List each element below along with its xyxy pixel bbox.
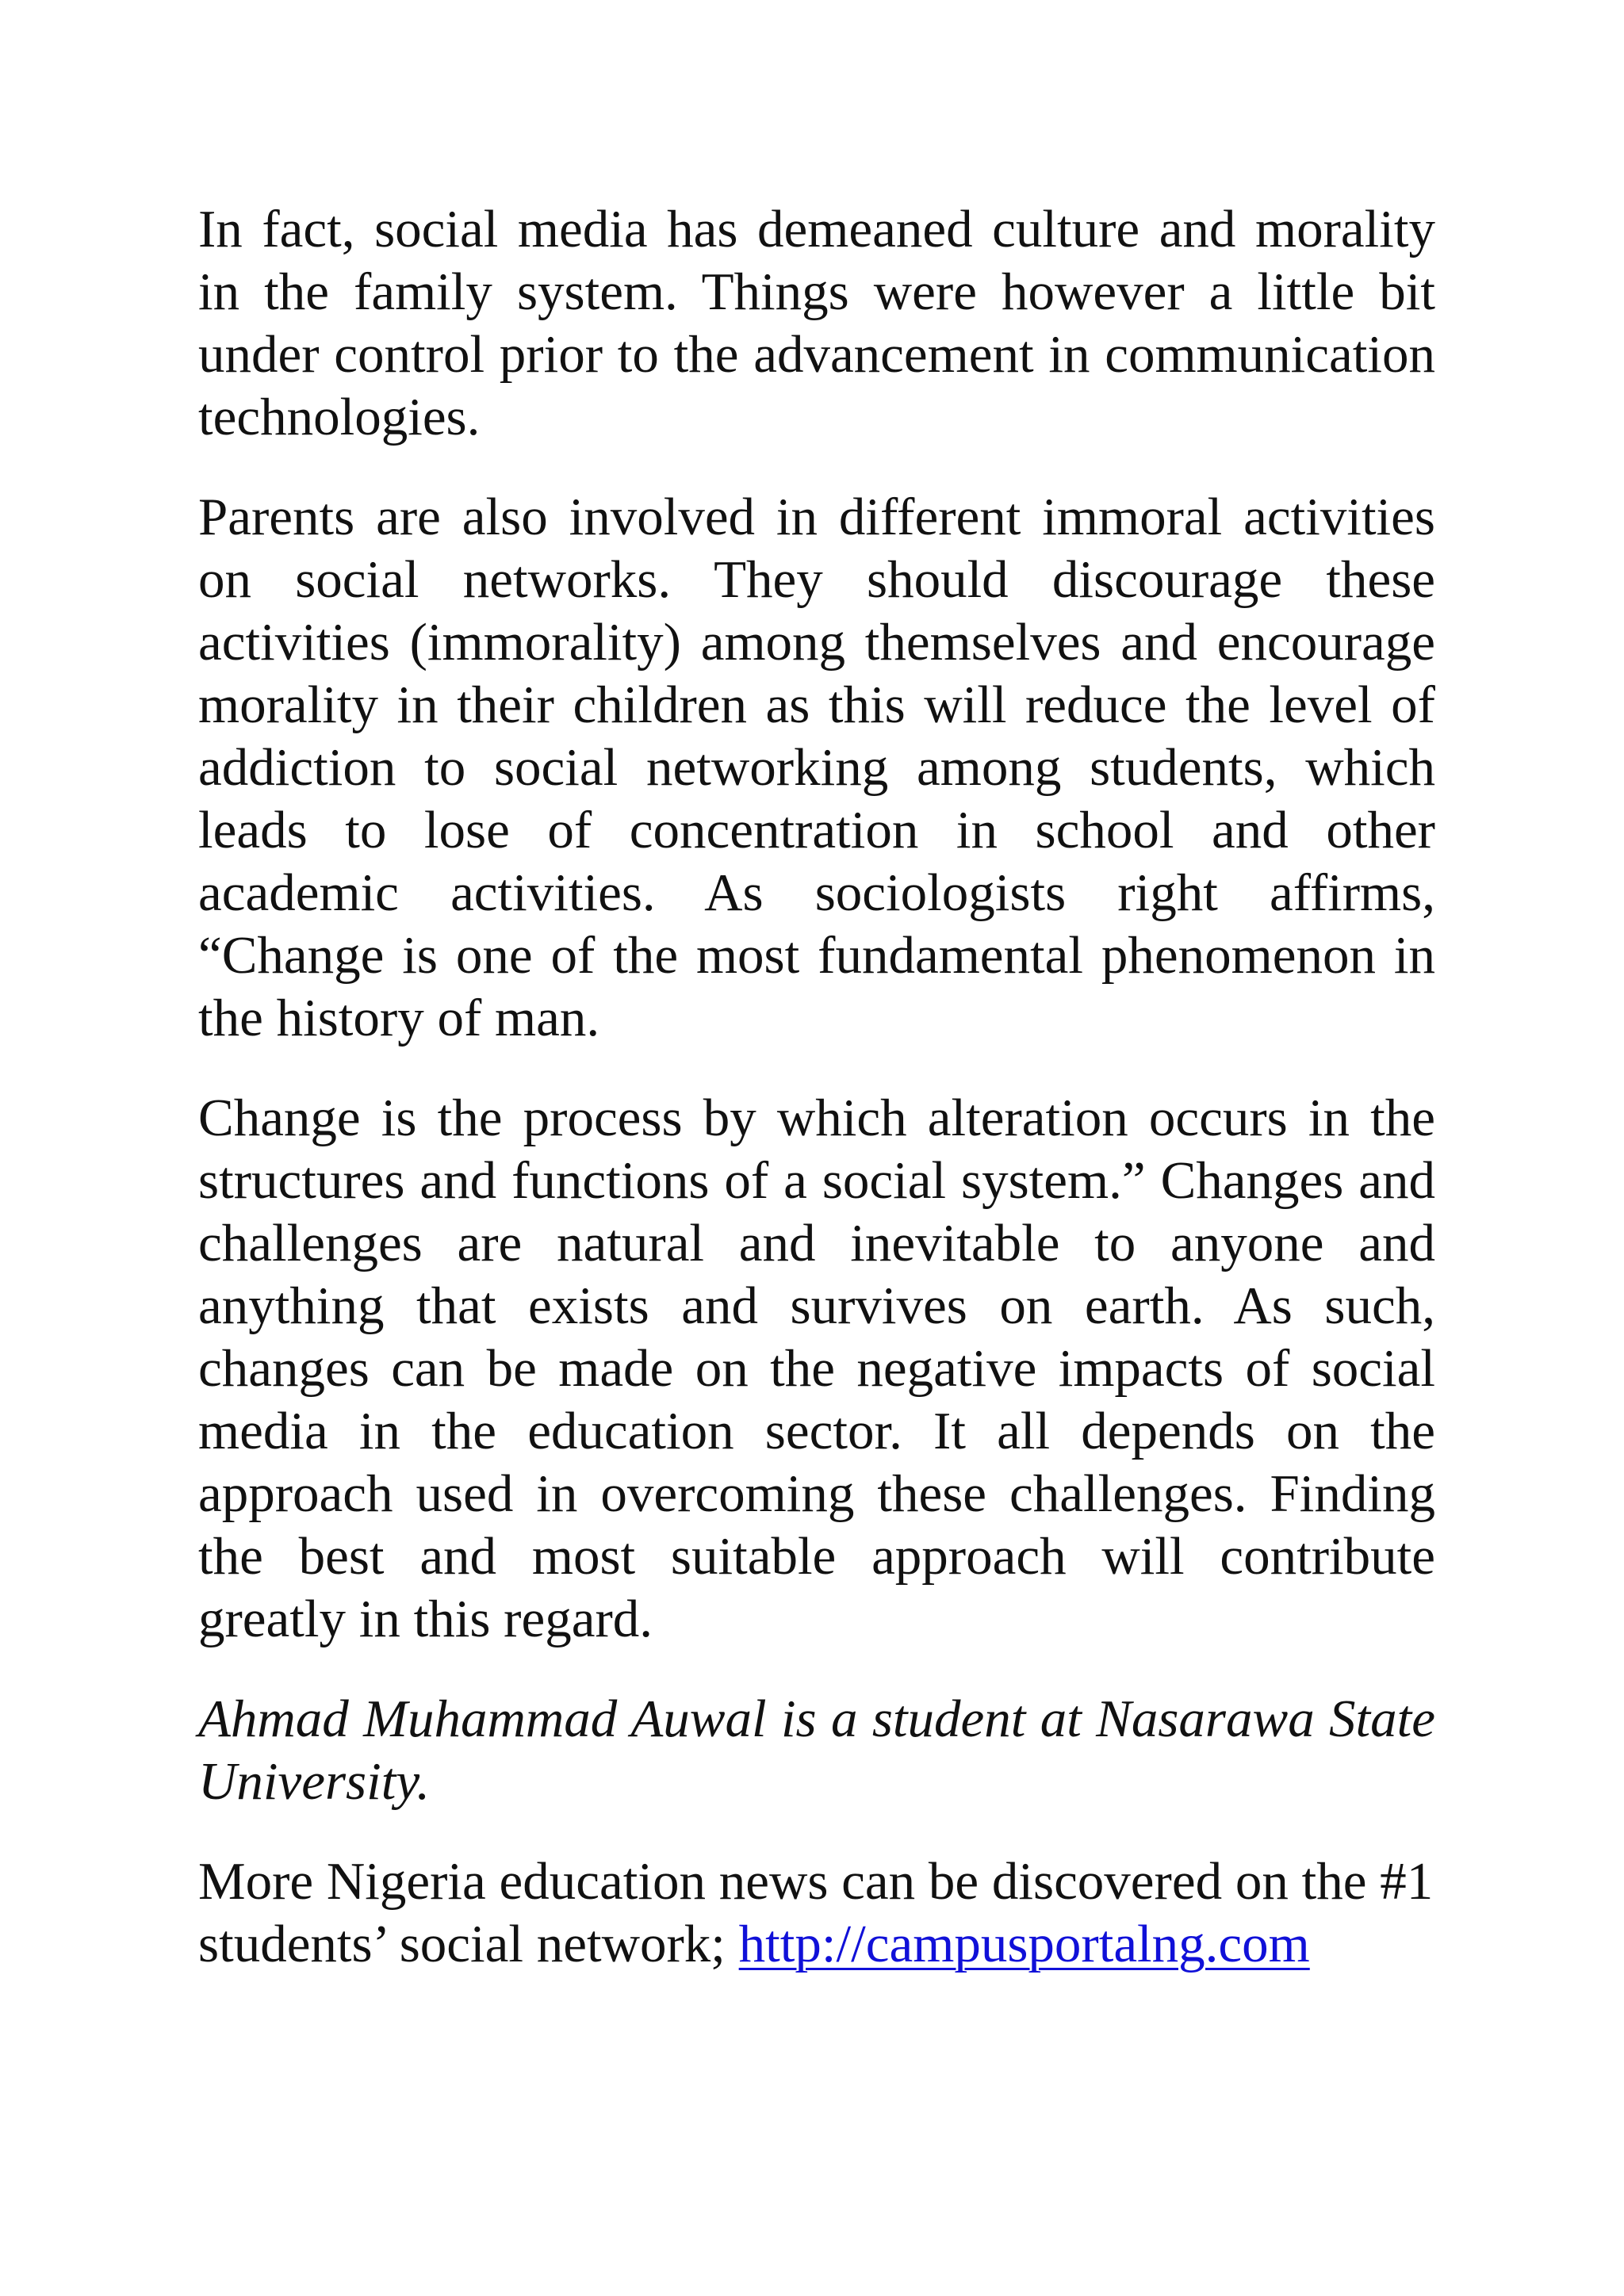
- paragraph-1: In fact, social media has demeaned culture and morality in the family system. Things were however a little bit under control prior to the advancement in communication technologies.: [198, 200, 1435, 446]
- closing-text: More Nigeria education news can be discovered on the #1 students’ social network;: [198, 1852, 1434, 1973]
- closing-paragraph: [198, 1850, 1435, 1976]
- paragraph-3: Change is the process by which alteration occurs in the structures and functions of a social system.” Changes and challenges are natural and inevitable to anyone and anything that exists and survives on earth. As such, changes can be made on the negative impacts of social media in the education sector. It all depends on the approach used in overcoming these challenges. Finding the best and most suitable approach will contribute greatly in this regard.: [198, 1089, 1435, 1648]
- document-body: [198, 198, 1435, 2013]
- author-note: Ahmad Muhammad Auwal is a student at Nasarawa State University.: [198, 1689, 1435, 1811]
- paragraph-2: Parents are also involved in different immoral activities on social networks. They should discourage these activities (immorality) among themselves and encourage morality in their children as this will reduce the level of addiction to social networking among students, which leads to lose of concentration in school and other academic activities. As sociologists right affirms, “Change is one of the most fundamental phenomenon in the history of man.: [198, 488, 1435, 1047]
- campusportal-link[interactable]: http://campusportalng.com: [738, 1915, 1310, 1973]
